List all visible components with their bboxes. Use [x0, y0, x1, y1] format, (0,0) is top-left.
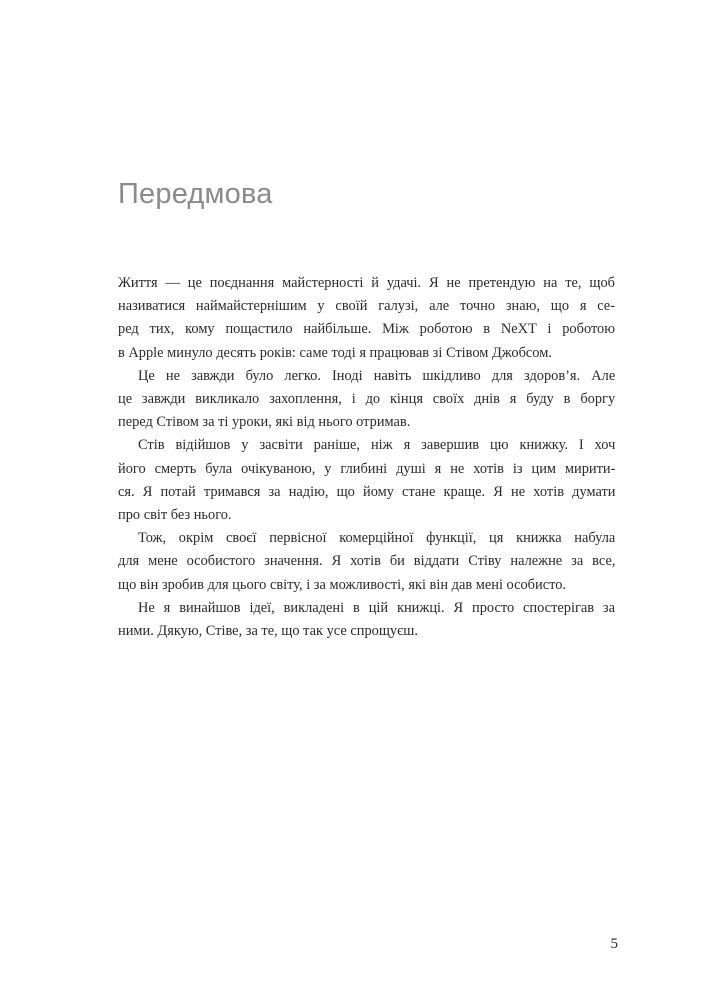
text-line: Тож, окрім своєї первісної комерційної функції, ця книжка набула	[138, 530, 616, 547]
text-line: називатися наймайстернішим у своїй галузі, але точно знаю, що я се-	[118, 298, 615, 315]
text-line: ними. Дякую, Стіве, за те, що так усе спрощуєш.	[118, 623, 418, 640]
text-line: про світ без нього.	[118, 507, 232, 524]
text-line: Не я винайшов ідеї, викладені в цій книжці. Я просто спостерігав за	[138, 599, 615, 616]
text-line: що він зробив для цього світу, і за можливості, які він дав мені особисто.	[118, 576, 566, 593]
chapter-heading: Передмова	[118, 178, 273, 210]
text-line: Це не завжди було легко. Іноді навіть шкідливо для здоров’я. Але	[138, 367, 616, 384]
text-line: перед Стівом за ті уроки, які від нього отримав.	[118, 414, 411, 431]
text-line: це завжди викликало захоплення, і до кінця своїх днів я буду в боргу	[118, 391, 616, 408]
text-line: Життя — це поєднання майстерності й удачі. Я не претендую на те, щоб	[118, 275, 615, 291]
page-number: 5	[610, 936, 618, 952]
text-line: для мене особистого значення. Я хотів би віддати Стіву належне за все,	[118, 553, 616, 570]
text-line: Стів відійшов у засвіти раніше, ніж я завершив цю книжку. І хоч	[138, 437, 616, 454]
text-line: ред тих, кому пощастило найбільше. Між роботою в NeXT і роботою	[118, 321, 615, 338]
paragraph-5	[118, 597, 615, 643]
text-line: в Apple минуло десять років: саме тоді я працював зі Стівом Джобсом.	[118, 344, 552, 361]
body-text	[118, 272, 615, 643]
paragraph-1	[118, 272, 615, 365]
paragraph-2	[118, 365, 615, 435]
paragraph-4	[118, 527, 615, 597]
text-line: ся. Я потай тримався за надію, що йому стане краще. Я не хотів думати	[118, 483, 616, 500]
text-line: його смерть була очікуваною, у глибині душі я не хотів із цим мирити-	[118, 460, 616, 477]
paragraph-3	[118, 434, 615, 527]
